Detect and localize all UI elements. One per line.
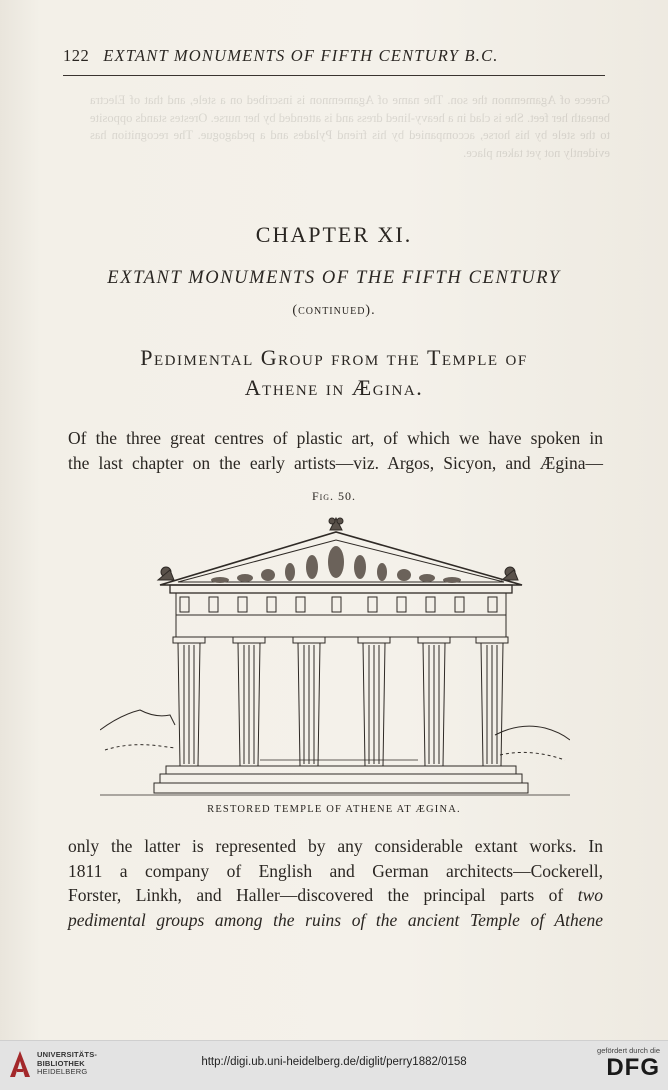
column [293,637,325,766]
step-1 [166,766,516,774]
funder-branding[interactable] [597,1046,660,1081]
left-hill [100,710,175,730]
section-heading-line-1: Pedimental Group from the Temple of [140,345,528,370]
column [358,637,390,766]
paragraph-1-line-2: the last chapter on the early artists—viz. Argos, Sicyon, and Ægina— [68,452,603,473]
figure-caption: RESTORED TEMPLE OF ATHENE AT ÆGINA. [207,804,461,815]
left-acroterion [158,567,174,580]
column [233,637,265,766]
section-heading-line-2: Athene in Ægina. [244,375,424,400]
temple-illustration [100,510,570,800]
step-3 [154,783,528,793]
architrave [176,615,506,637]
paragraph-2-line-1: only the latter is represented by any considerable extant works. In [68,836,603,856]
library-name-line-2: BIBLIOTHEK [37,1058,85,1068]
paragraph-2-line-3-italic: two [577,885,603,905]
column [418,637,450,766]
paragraph-2 [68,834,603,932]
paragraph-1-line-1: Of the three great centres of plastic art, of which we have spoken in [68,428,603,448]
continued-note: (continued). [292,303,376,318]
chapter-subtitle: EXTANT MONUMENTS OF THE FIFTH CENTURY [107,268,561,288]
dfg-logo: DFG [606,1054,660,1081]
viewer-footer [0,1040,668,1090]
paragraph-2-line-3 [68,883,603,908]
paragraph-1 [68,426,603,475]
left-ground-hatching [105,745,175,750]
chapter-number: CHAPTER XI. [255,222,413,247]
page-number: 122 [63,46,90,65]
column [173,637,205,766]
library-name-line-1: UNIVERSITÄTS- [37,1050,98,1060]
pediment-sculptures [211,546,461,583]
triglyphs [180,597,497,612]
right-ground-hatching [500,752,565,760]
paragraph-2-line-4: pedimental groups among the ruins of the ancient Temple of Athene [68,909,603,930]
bleed-through-text: Greece of Agamemnon the son. The name of Agamemnon is inscribed on a stele, and that of Electra beneath her feet. She is clad in a heavy-lined dress and is attended by her nurse. Orestes stands opposite to the stele by his horse, accompanied by his friend Pylades and a pedagogue. The recognition has evidently not yet taken place. [90,93,610,160]
right-hill [495,726,570,740]
running-title: EXTANT MONUMENTS OF FIFTH CENTURY B.C. [103,46,499,65]
header-rule [63,75,605,76]
paragraph-2-line-3-text: Forster, Linkh, and Haller—discovered the principal parts of [68,885,564,905]
library-name-line-3: HEIDELBERG [37,1067,88,1077]
section-heading [0,343,668,403]
column [476,637,508,766]
central-acroterion [329,518,343,530]
paragraph-2-line-2: 1811 a company of English and German architects—Cockerell, [68,860,603,881]
cornice [170,585,512,593]
document-url[interactable]: http://digi.ub.uni-heidelberg.de/diglit/perry1882/0158 [201,1056,467,1068]
right-acroterion [502,567,518,580]
columns [173,637,508,766]
figure-label: Fig. 50. [311,489,357,503]
funder-note: gefördert durch die [597,1046,660,1055]
step-2 [160,774,522,783]
running-head [63,46,605,66]
